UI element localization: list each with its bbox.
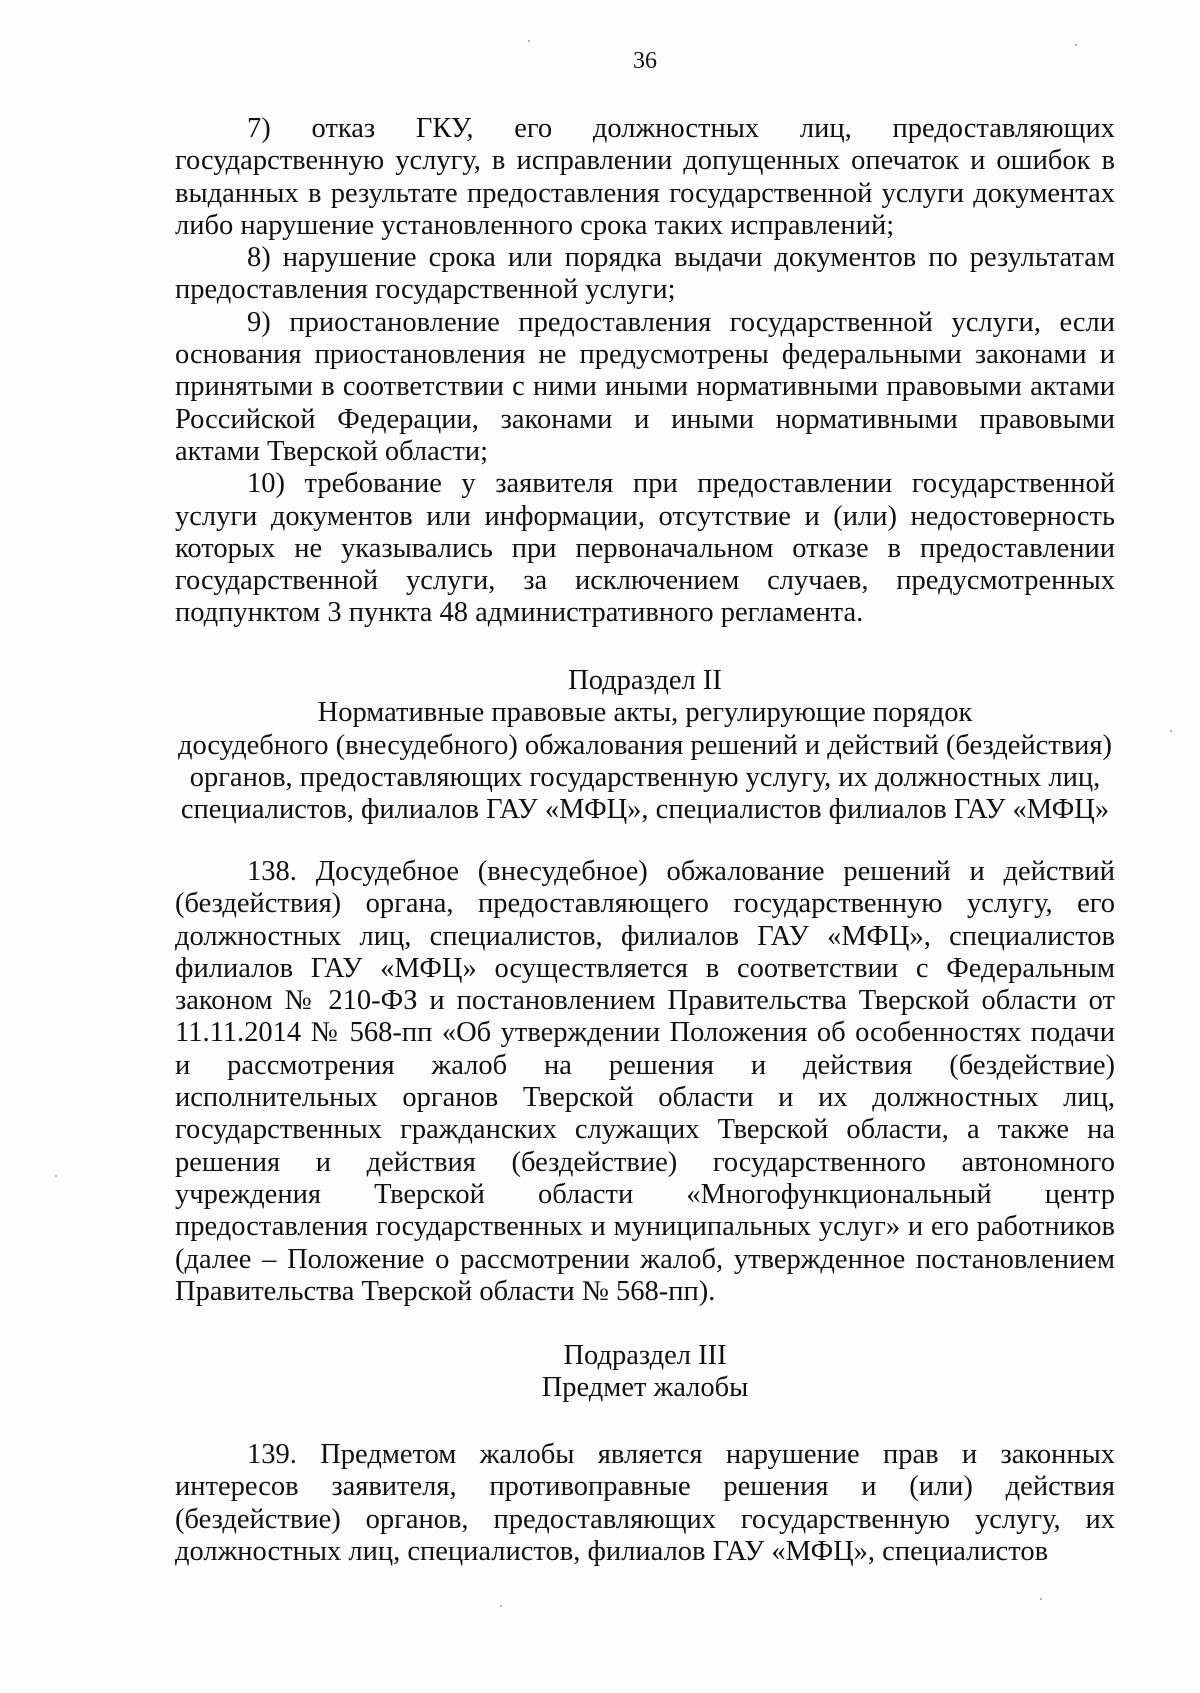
page-number: 36 bbox=[633, 48, 657, 74]
paragraph-block-items-7-10 bbox=[175, 113, 1115, 630]
paragraph-item-9: 9) приостановление предоставления государственной услуги, если основания приостановления не предусмотрены федеральными законами и принятыми в соответствии с ними иными нормативными правовыми актами Российской Федерации, законами и иными нормативными правовыми актами Тверской области; bbox=[175, 306, 1115, 467]
paragraph-item-7: 7) отказ ГКУ, его должностных лиц, предоставляющих государственную услугу, в исправлении допущенных опечаток и ошибок в выданных в результате предоставления государственной услуги документах либо нарушение установленного срока таких исправлений; bbox=[175, 113, 1115, 241]
paragraph-138: 138. Досудебное (внесудебное) обжалование решений и действий (бездействия) органа, предоставляющего государственную услугу, его должностных лиц, специалистов, филиалов ГАУ «МФЦ», специалистов филиалов ГАУ «МФЦ» осуществляется в соответствии с Федеральным законом № 210-ФЗ и постановлением Правительства Тверской области от 11.11.2014 № 568-пп «Об утверждении Положения об особенностях подачи и рассмотрения жалоб на решения и действия (бездействие) исполнительных органов Тверской области и их должностных лиц, государственных гражданских служащих Тверской области, а также на решения и действия (бездействие) государственного автономного учреждения Тверской области «Многофункциональный центр предоставления государственных и муниципальных услуг» и его работников (далее – Положение о рассмотрении жалоб, утвержденное постановлением Правительства Тверской области № 568-пп). bbox=[175, 856, 1115, 1307]
scan-speck bbox=[500, 1605, 502, 1607]
subsection-3-label: Подраздел III bbox=[563, 1340, 727, 1371]
subsection-2-label: Подраздел II bbox=[568, 665, 722, 696]
paragraph-item-10: 10) требование у заявителя при предоставлении государственной услуги документов или информации, отсутствие и (или) недостоверность которых не указывались при первоначальном отказе в предоставлении государственной услуги, за исключением случаев, предусмотренных подпунктом 3 пункта 48 административного регламента. bbox=[175, 468, 1115, 629]
subsection-2-title-line: специалистов, филиалов ГАУ «МФЦ», специалистов филиалов ГАУ «МФЦ» bbox=[180, 794, 1110, 826]
subsection-3-heading bbox=[175, 1340, 1115, 1405]
subsection-3-title-line: Предмет жалобы bbox=[541, 1372, 749, 1404]
subsection-2-title-line: органов, предоставляющих государственную услугу, их должностных лиц, bbox=[189, 761, 1101, 793]
scan-speck bbox=[55, 1175, 57, 1177]
scan-speck bbox=[528, 40, 530, 42]
paragraph-139: 139. Предметом жалобы является нарушение прав и законных интересов заявителя, противоправные решения и (или) действия (бездействие) органов, предоставляющих государственную услугу, их должностных лиц, специалистов, филиалов ГАУ «МФЦ», специалистов bbox=[175, 1439, 1115, 1567]
scan-speck bbox=[1040, 1598, 1042, 1600]
subsection-2-heading bbox=[175, 665, 1115, 826]
paragraph-block-139 bbox=[175, 1439, 1115, 1568]
subsection-2-title-line: Нормативные правовые акты, регулирующие порядок bbox=[317, 697, 973, 729]
scan-speck bbox=[1170, 730, 1172, 732]
paragraph-item-8: 8) нарушение срока или порядка выдачи документов по результатам предоставления государственной услуги; bbox=[175, 242, 1115, 306]
scan-speck bbox=[1075, 44, 1077, 46]
paragraph-block-138 bbox=[175, 856, 1115, 1308]
subsection-2-title-line: досудебного (внесудебного) обжалования решений и действий (бездействия) bbox=[177, 729, 1113, 761]
